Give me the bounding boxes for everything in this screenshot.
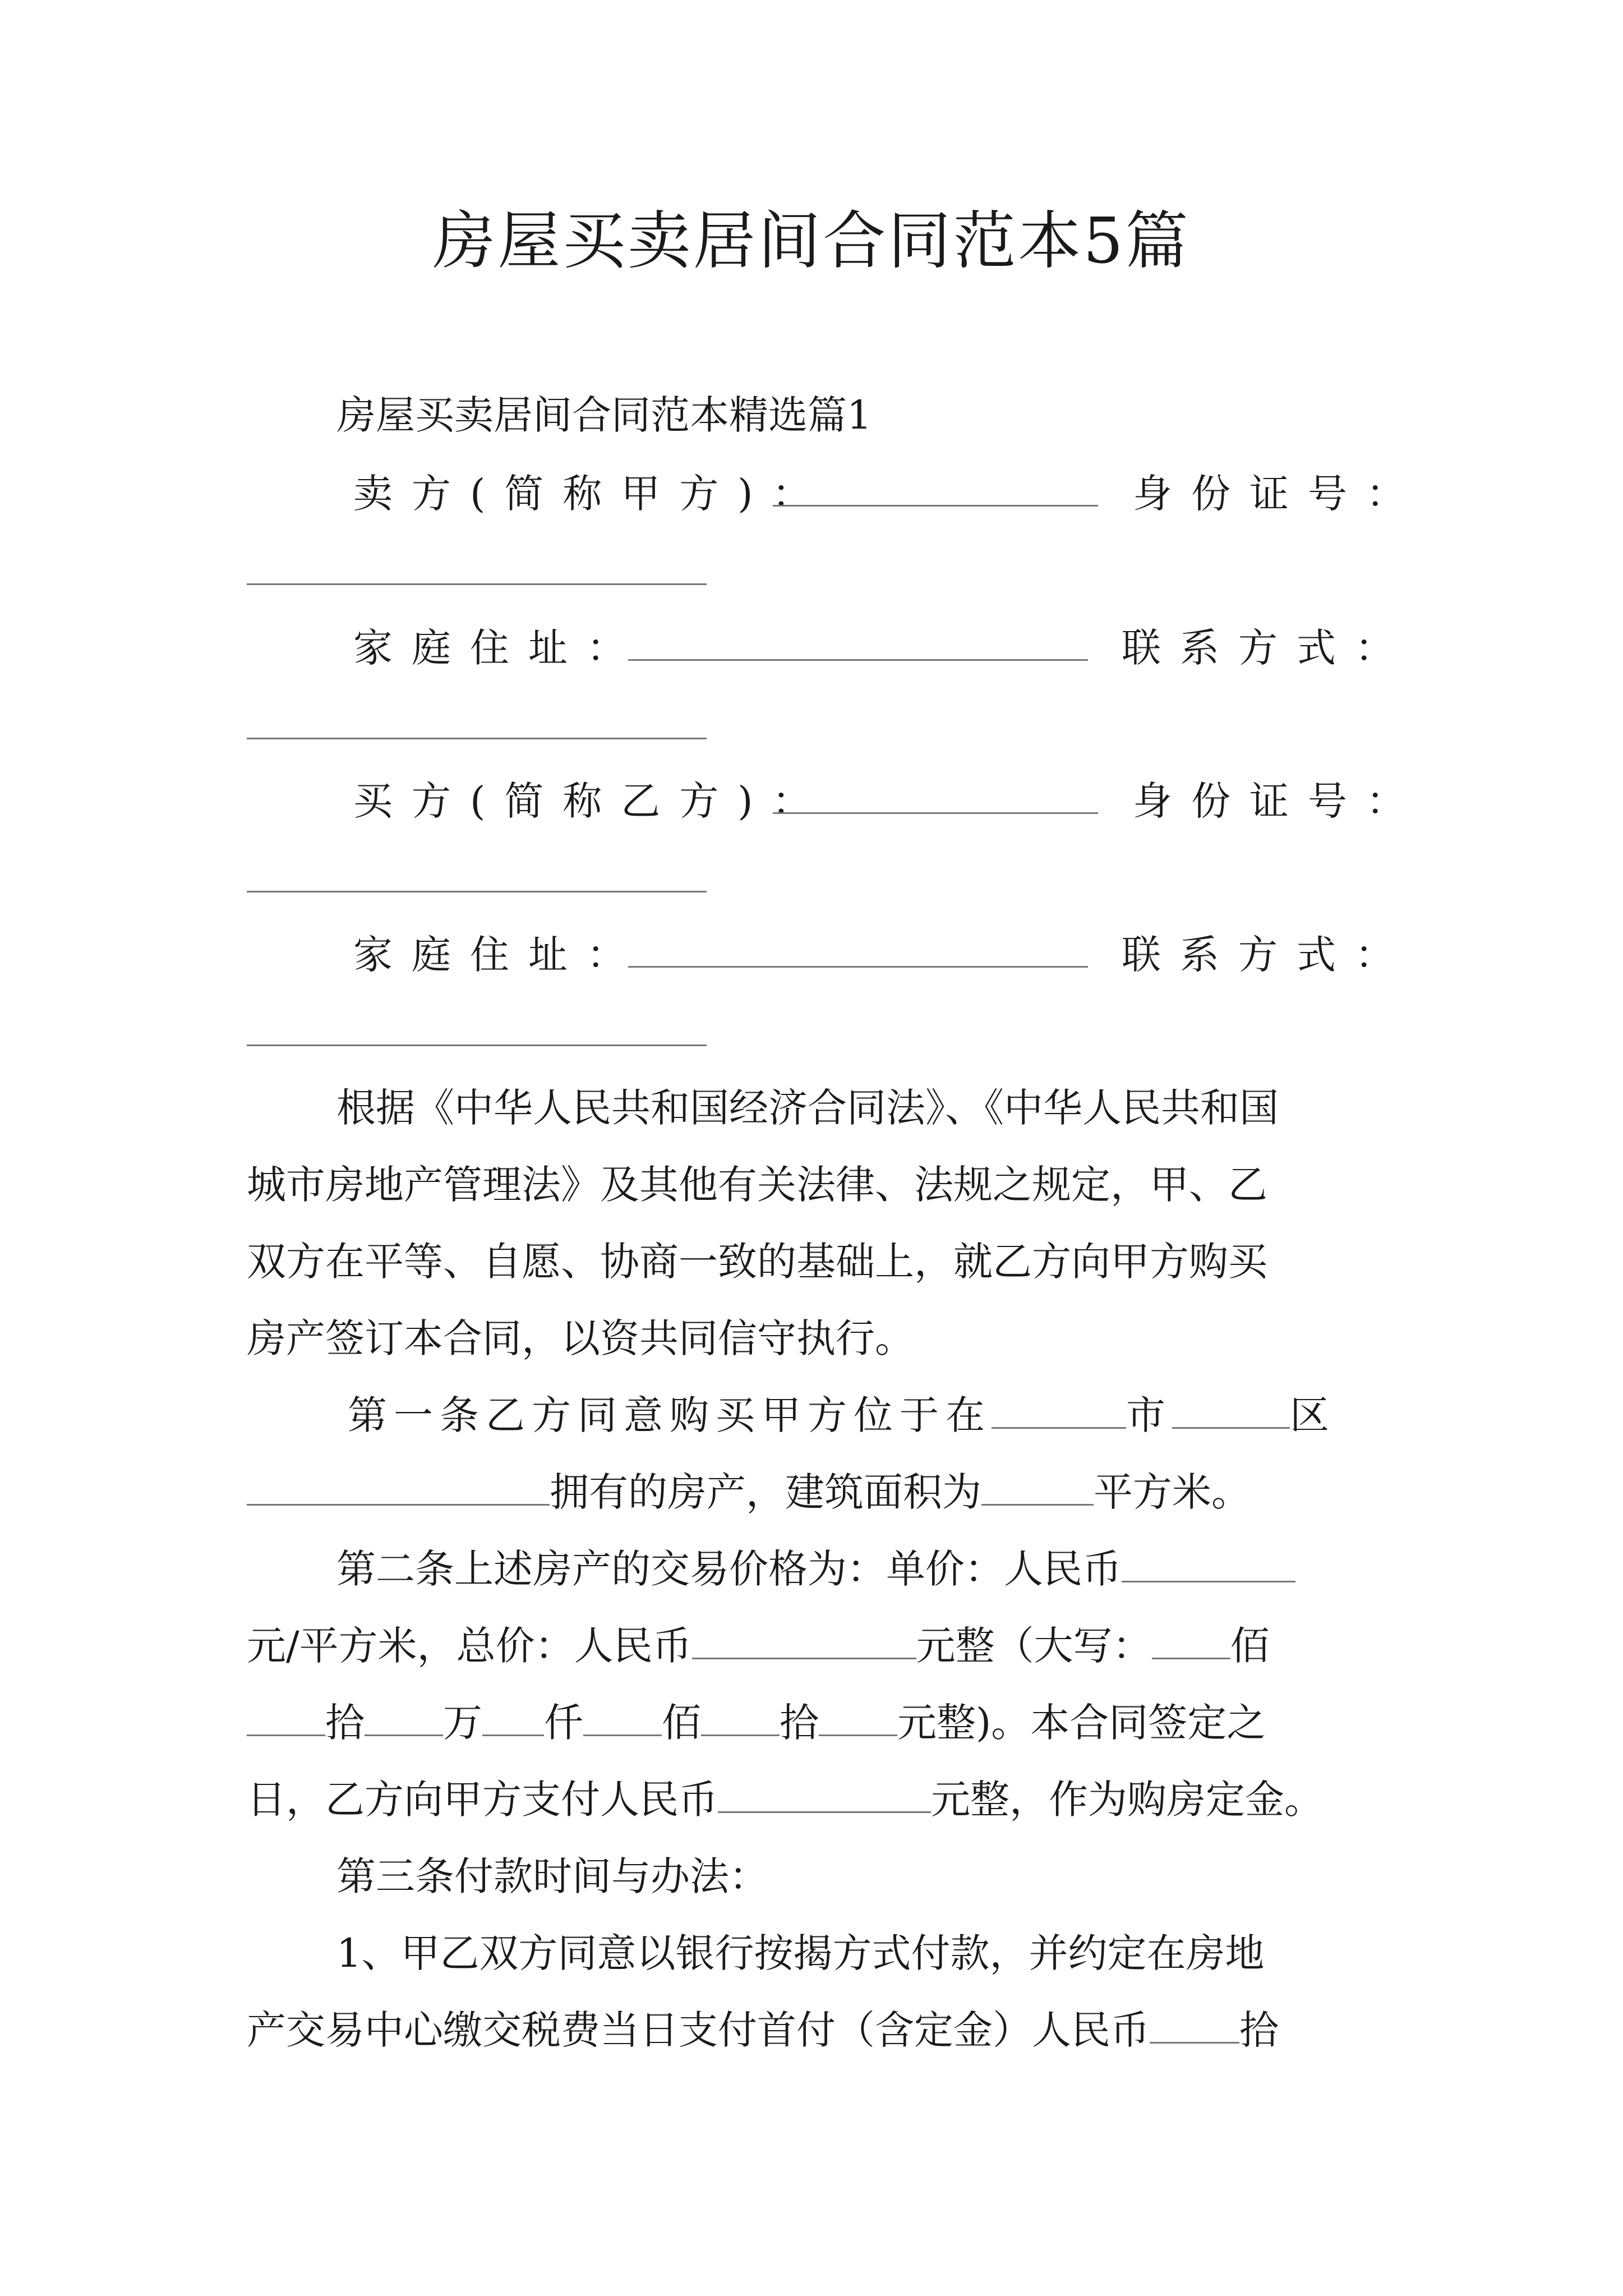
shi-blank[interactable] xyxy=(247,1697,325,1736)
preamble-line-2: 城市房地产管理法》及其他有关法律、法规之规定，甲、乙 xyxy=(247,1162,1267,1208)
buyer-id-blank[interactable] xyxy=(247,891,707,892)
article-2-text-k: 日，乙方向甲方支付人民币 xyxy=(247,1777,718,1823)
article-2-text-h: 佰 xyxy=(662,1700,701,1746)
article-2-text-c: 元整（大写： xyxy=(916,1623,1152,1669)
property-location-blank[interactable] xyxy=(247,1467,550,1506)
yuan-blank[interactable] xyxy=(819,1697,897,1736)
preamble-line-3: 双方在平等、自愿、协商一致的基础上，就乙方向甲方购买 xyxy=(247,1239,1267,1285)
buyer-address-blank[interactable] xyxy=(628,966,1088,968)
preamble-line-1: 根据《中华人民共和国经济合同法》、《中华人民共和国 xyxy=(336,1085,1279,1131)
article-1-text-c: 区 xyxy=(1290,1392,1336,1438)
total-price-blank[interactable] xyxy=(692,1621,916,1659)
buyer-contact-label: 联系方式： xyxy=(1122,932,1413,978)
article-2-text-i: 拾 xyxy=(780,1700,819,1746)
article-2-text-j: 元整)。本合同签定之 xyxy=(897,1700,1266,1746)
article-2-text-g: 仟 xyxy=(544,1700,583,1746)
down-payment-blank[interactable] xyxy=(1150,2005,1239,2044)
article-3-text-b: 产交易中心缴交税费当日支付首付（含定金）人民币 xyxy=(247,2007,1150,2053)
article-1-text-a: 第一条乙方同意购买甲方位于在 xyxy=(348,1392,992,1438)
article-2-text-d: 佰 xyxy=(1230,1623,1270,1669)
city-blank[interactable] xyxy=(992,1390,1126,1429)
seller-id-blank[interactable] xyxy=(247,583,707,585)
article-2-line-4 xyxy=(247,1772,1324,1828)
article-1-line-2 xyxy=(247,1464,1251,1520)
article-2-line-1 xyxy=(336,1541,1295,1597)
article-2-text-f: 万 xyxy=(443,1700,482,1746)
area-blank[interactable] xyxy=(981,1467,1094,1506)
seller-contact-blank[interactable] xyxy=(247,738,707,739)
seller-address-blank[interactable] xyxy=(628,659,1088,661)
buyer-contact-blank[interactable] xyxy=(247,1045,707,1046)
wan-blank[interactable] xyxy=(365,1697,443,1736)
preamble-line-4: 房产签订本合同，以资共同信守执行。 xyxy=(247,1315,914,1361)
shi2-blank[interactable] xyxy=(701,1697,780,1736)
buyer-name-blank[interactable] xyxy=(773,812,1098,814)
bai-blank[interactable] xyxy=(1152,1621,1230,1659)
deposit-blank[interactable] xyxy=(718,1774,931,1813)
unit-price-blank[interactable] xyxy=(1122,1544,1295,1582)
article-3-p1-line-1: 1、甲乙双方同意以银行按揭方式付款，并约定在房地 xyxy=(336,1930,1265,1976)
bai2-blank[interactable] xyxy=(583,1697,662,1736)
article-1-line-1 xyxy=(348,1387,1336,1443)
seller-name-blank[interactable] xyxy=(773,505,1098,507)
buyer-address-label: 家庭住址： xyxy=(353,932,645,978)
article-2-text-a: 第二条上述房产的交易价格为：单价：人民币 xyxy=(336,1546,1122,1592)
article-2-line-2 xyxy=(247,1618,1270,1674)
document-title: 房屋买卖居间合同范本5篇 xyxy=(432,205,1191,278)
article-2-line-3 xyxy=(247,1695,1266,1751)
district-blank[interactable] xyxy=(1172,1390,1290,1429)
article-1-text-e: 平方米。 xyxy=(1094,1469,1251,1515)
article-1-text-d: 拥有的房产，建筑面积为 xyxy=(550,1469,981,1515)
seller-label: 卖方(简称甲方)： xyxy=(353,471,831,517)
article-3-title: 第三条付款时间与办法： xyxy=(336,1853,768,1899)
seller-contact-label: 联系方式： xyxy=(1122,625,1413,671)
article-3-text-c: 拾 xyxy=(1239,2007,1279,2053)
article-3-p1-line-2 xyxy=(247,2002,1279,2058)
buyer-label: 买方(简称乙方)： xyxy=(353,778,831,824)
buyer-id-label: 身份证号： xyxy=(1133,778,1424,824)
qian-blank[interactable] xyxy=(482,1697,544,1736)
article-2-text-l: 元整，作为购房定金。 xyxy=(931,1777,1324,1823)
article-2-text-b: 元/平方米，总价：人民币 xyxy=(247,1623,692,1669)
seller-id-label: 身份证号： xyxy=(1133,471,1424,517)
seller-address-label: 家庭住址： xyxy=(353,625,645,671)
section-subtitle: 房屋买卖居间合同范本精选篇1 xyxy=(336,392,872,438)
article-1-text-b: 市 xyxy=(1126,1392,1172,1438)
article-2-text-e: 拾 xyxy=(325,1700,365,1746)
